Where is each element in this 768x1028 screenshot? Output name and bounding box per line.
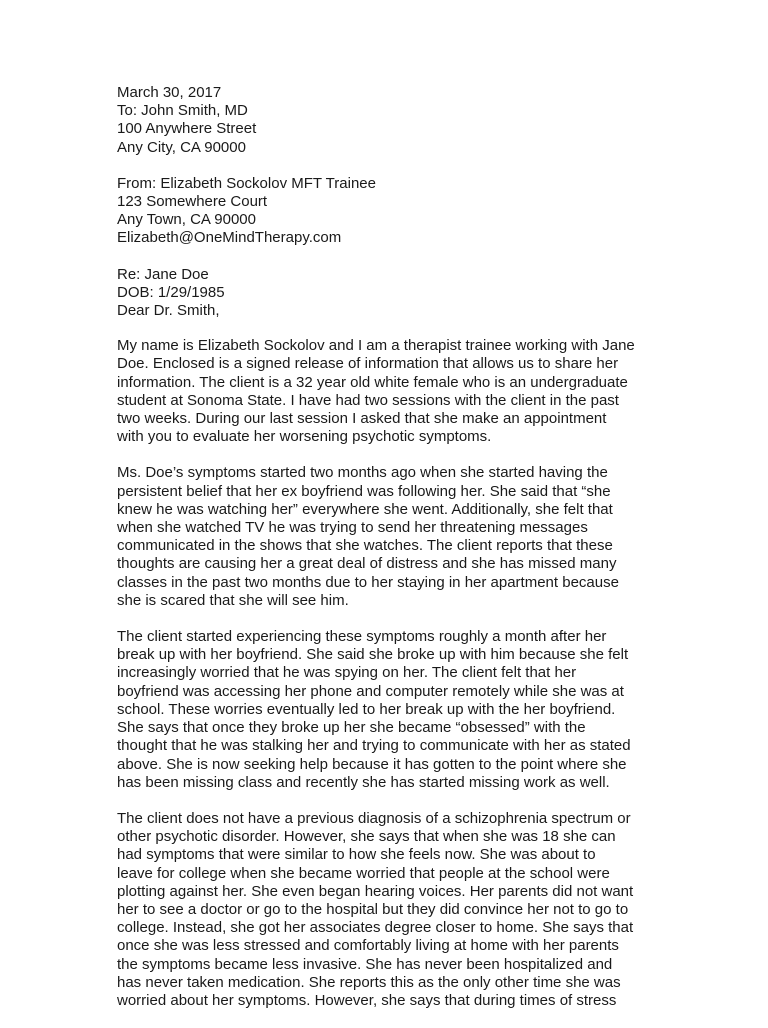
letter-date: March 30, 2017 — [117, 84, 222, 101]
body-paragraph-2 — [117, 464, 677, 610]
paragraph-line: other psychotic disorder. However, she says that when she was 18 she can — [117, 828, 616, 846]
paragraph-line: Ms. Doe’s symptoms started two months ago when she started having the — [117, 464, 608, 482]
paragraph-line: information. The client is a 32 year old white female who is an undergraduate — [117, 373, 628, 391]
paragraph-line: has never taken medication. She reports this as the only other time she was — [117, 973, 621, 991]
regarding-client: Re: Jane Doe — [117, 265, 209, 283]
paragraph-line: above. She is now seeking help because it has gotten to the point where she — [117, 755, 627, 773]
paragraph-line: two weeks. During our last session I asked that she make an appointment — [117, 410, 607, 428]
paragraph-line: student at Sonoma State. I have had two sessions with the client in the past — [117, 391, 619, 409]
paragraph-line: persistent belief that her ex boyfriend was following her. She said that “she — [117, 482, 611, 500]
paragraph-line: when she watched TV he was trying to send her threatening messages — [117, 519, 588, 537]
paragraph-line: The client does not have a previous diagnosis of a schizophrenia spectrum or — [117, 809, 631, 827]
paragraph-line: worried about her symptoms. However, she says that during times of stress — [117, 991, 617, 1009]
body-paragraph-4 — [117, 810, 677, 1010]
paragraph-line: communicated in the shows that she watches. The client reports that these — [117, 537, 613, 555]
paragraph-line: had symptoms that were similar to how she feels now. She was about to — [117, 846, 596, 864]
recipient-name: To: John Smith, MD — [117, 102, 248, 120]
paragraph-line: once she was less stressed and comfortably living at home with her parents — [117, 937, 619, 955]
regarding-block — [117, 266, 677, 321]
sender-email: Elizabeth@OneMindTherapy.com — [117, 229, 342, 247]
sender-name: From: Elizabeth Sockolov MFT Trainee — [117, 174, 376, 192]
paragraph-line: The client started experiencing these symptoms roughly a month after her — [117, 628, 607, 646]
paragraph-line: she is scared that she will see him. — [117, 591, 349, 609]
paragraph-line: classes in the past two months due to her staying in her apartment because — [117, 573, 619, 591]
paragraph-line: thought that he was stalking her and trying to communicate with her as stated — [117, 737, 631, 755]
recipient-address-line1: 100 Anywhere Street — [117, 120, 257, 138]
sender-address-line1: 123 Somewhere Court — [117, 193, 268, 211]
body-paragraph-1 — [117, 337, 677, 446]
paragraph-line: My name is Elizabeth Sockolov and I am a therapist trainee working with Jane — [117, 337, 635, 355]
paragraph-line: knew he was watching her” everywhere she went. Additionally, she felt that — [117, 500, 613, 518]
sender-address-line2: Any Town, CA 90000 — [117, 211, 256, 229]
paragraph-line: thoughts are causing her a great deal of distress and she has missed many — [117, 555, 617, 573]
sender-block — [117, 175, 677, 248]
paragraph-line: increasingly worried that he was spying on her. The client felt that her — [117, 664, 577, 682]
paragraph-line: school. These worries eventually led to her break up with the her boyfriend. — [117, 700, 616, 718]
paragraph-line: plotting against her. She even began hearing voices. Her parents did not want — [117, 882, 634, 900]
paragraph-line: the symptoms became less invasive. She has never been hospitalized and — [117, 955, 613, 973]
paragraph-line: has been missing class and recently she has started missing work as well. — [117, 773, 610, 791]
paragraph-line: her to see a doctor or go to the hospital but they did convince her not to go to — [117, 900, 629, 918]
paragraph-line: with you to evaluate her worsening psychotic symptoms. — [117, 428, 492, 446]
paragraph-line: college. Instead, she got her associates degree closer to home. She says that — [117, 919, 634, 937]
paragraph-line: leave for college when she became worried that people at the school were — [117, 864, 610, 882]
paragraph-line: Doe. Enclosed is a signed release of information that allows us to share her — [117, 355, 619, 373]
salutation: Dear Dr. Smith, — [117, 302, 220, 320]
paragraph-line: break up with her boyfriend. She said she broke up with him because she felt — [117, 646, 629, 664]
letter-page — [117, 84, 677, 1028]
body-paragraph-3 — [117, 628, 677, 792]
recipient-block — [117, 84, 677, 157]
recipient-address-line2: Any City, CA 90000 — [117, 138, 246, 156]
paragraph-line: She says that once they broke up her she became “obsessed” with the — [117, 719, 586, 737]
paragraph-line: boyfriend was accessing her phone and computer remotely while she was at — [117, 682, 624, 700]
regarding-dob: DOB: 1/29/1985 — [117, 283, 225, 301]
